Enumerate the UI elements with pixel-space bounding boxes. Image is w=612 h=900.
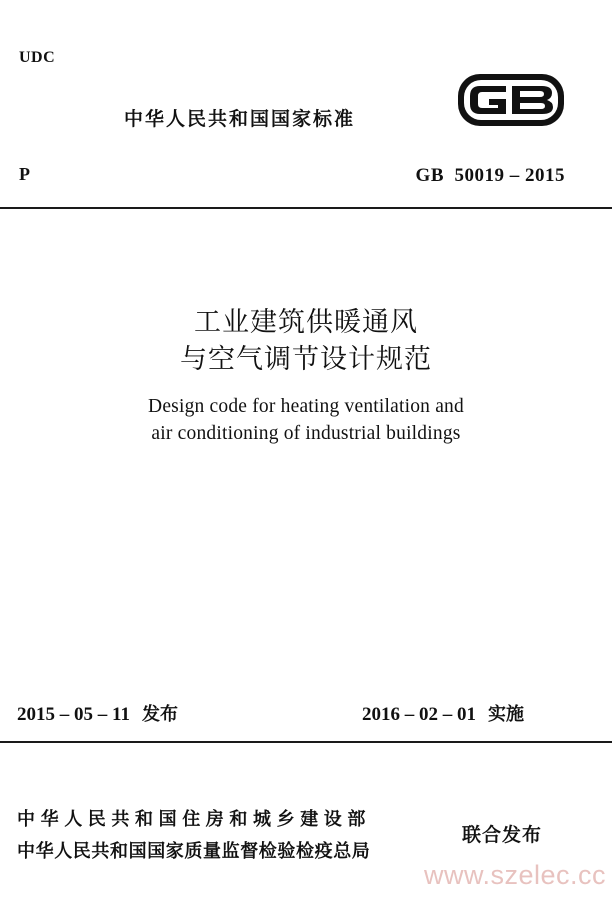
- joint-issue-label: 联合发布: [462, 824, 543, 846]
- issue-label: 发布: [141, 704, 178, 725]
- watermark: www.szelec.cc: [424, 860, 607, 890]
- issuer-ministry-housing: 中华人民共和国住房和城乡建设部: [17, 809, 371, 830]
- national-standard-heading: 中华人民共和国国家标准: [124, 108, 356, 130]
- effective-date-block: [362, 700, 524, 726]
- effective-date: 2016 – 02 – 01: [362, 704, 476, 725]
- issue-date: 2015 – 05 – 11: [17, 704, 130, 725]
- gb-logo: [456, 72, 566, 128]
- issuer-aqsiq: 中华人民共和国国家质量监督检验检疫总局: [17, 841, 371, 862]
- title-en-line2: air conditioning of industrial buildings: [151, 423, 461, 444]
- issue-date-block: [17, 700, 178, 726]
- title-cn-line1: 工业建筑供暖通风: [194, 307, 418, 338]
- bottom-divider: [0, 741, 612, 743]
- title-en-line1: Design code for heating ventilation and: [148, 396, 464, 417]
- udc-label: UDC: [19, 49, 56, 66]
- title-cn-line2: 与空气调节设计规范: [180, 344, 432, 375]
- classification-code: P: [19, 164, 30, 184]
- standard-number: GB 50019 – 2015: [415, 165, 565, 186]
- top-divider: [0, 207, 612, 209]
- gb-logo-text: GB: [456, 72, 458, 73]
- effective-label: 实施: [488, 704, 524, 725]
